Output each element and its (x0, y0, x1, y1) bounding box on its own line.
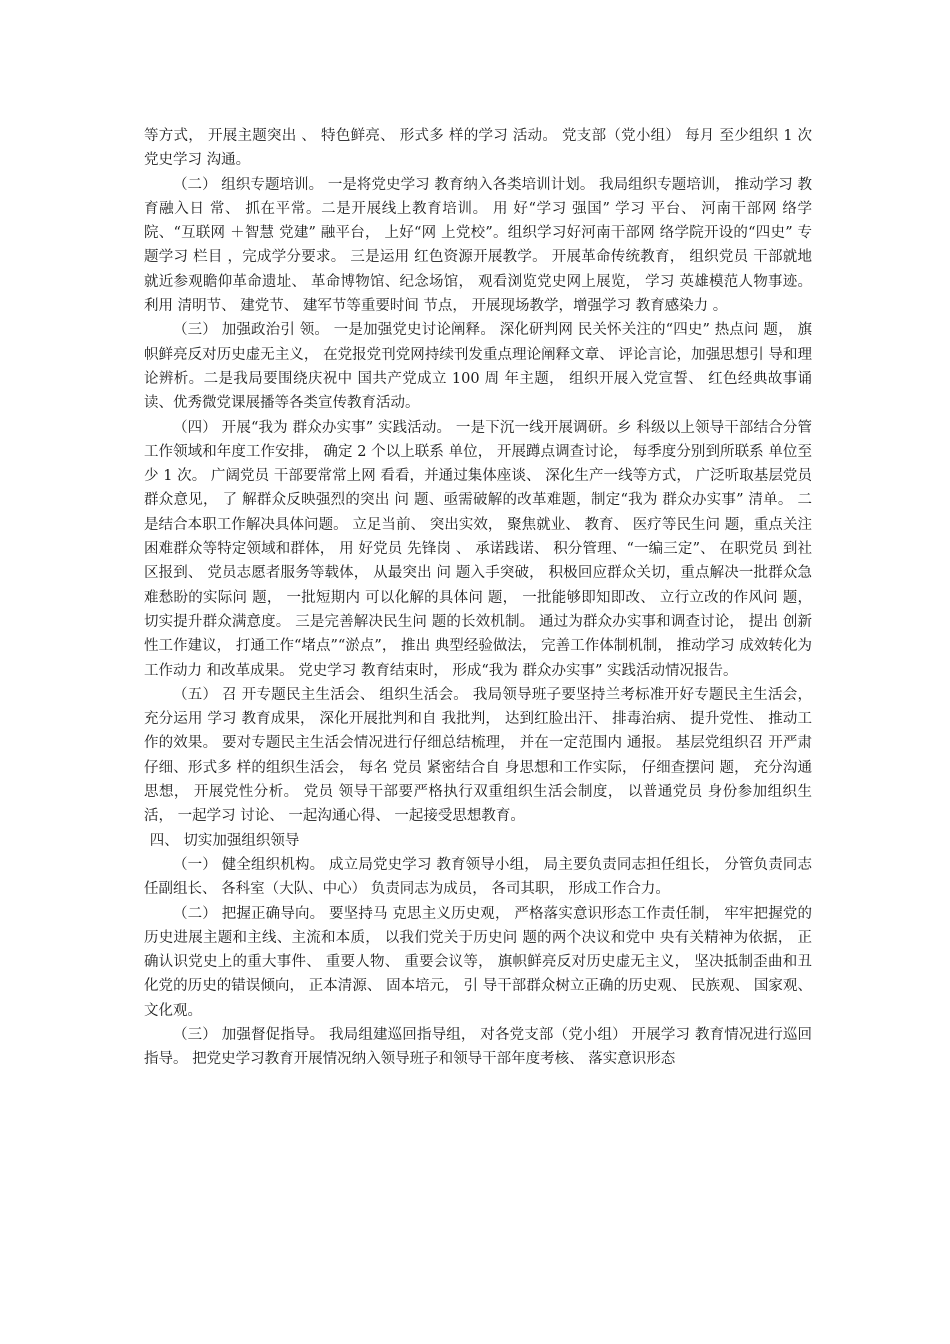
paragraph-practice-activity: （四） 开展“我为 群众办实事” 实践活动。 一是下沉一线开展调研。乡 科级以上领导干部结合分管工作领域和年度工作安排， 确定 2 个以上联系 单位， 开展蹲点调查讨论， 每季度分别到所联系 单位至少 1 次。 广阔党员 干部要常常上网 看看，并通过集体座谈、 深化生产一线等方式， 广泛听取基层党员 群众意见， 了 解群众反映强烈的突出 问 题、亟需破解的改革难题，制定“我为 群众办实事” 清单。 二是结合本职工作解决具体问题。 立足当前、 突出实效， 聚焦就业、 教育、 医疗等民生问 题，重点关注困难群众等特定领域和群体， 用 好党员 先锋岗 、 承诺践诺、 积分管理、“一编三定”、 在职党员 到社区报到、 党员志愿者服务等载体， 从最突出 问 题入手突破， 积极回应群众关切，重点解决一批群众急难愁盼的实际问 题， 一批短期内 可以化解的具体问 题， 一批能够即知即改、 立行立改的作风问 题， 切实提升群众满意度。 三是完善解决民生问 题的长效机制。 通过为群众办实事和调查讨论， 提出 创新性工作建议， 打通工作“堵点”“淤点”， 推出 典型经验做法， 完善工作体制机制， 推动学习 成效转化为工作动力 和改革成果。 党史学习 教育结束时， 形成“我为 群众办实事” 实践活动情况报告。 (144, 419, 812, 679)
paragraph-political-guidance: （三） 加强政治引 领。 一是加强党史讨论阐释。 深化研判网 民关怀关注的“四史” 热点问 题， 旗帜鲜亮反对历史虚无主义， 在党报党刊党网持续刊发重点理论阐释文章、 评论言论，加强思想引 导和理论辨析。二是我局要围绕庆祝中 国共产党成立 100 周 年主题， 组织开展入党宣誓、 红色经典故事诵读、优秀微党课展播等各类宣传教育活动。 (144, 322, 812, 412)
paragraph-correct-orientation: （二） 把握正确导向。 要坚持马 克思主义历史观， 严格落实意识形态工作责任制， 牢牢把握党的历史进展主题和主线、主流和本质， 以我们党关于历史问 题的两个决议和党中 央有关精神为依据， 正确认识党史上的重大事件、 重要人物、 重要会议等， 旗帜鲜亮反对历史虚无主义， 坚决抵制歪曲和丑化党的历史的错误倾向， 正本清源、 固本培元， 引 导干部群众树立正确的历史观、 民族观、 国家观、 文化观。 (144, 905, 812, 1019)
paragraph-continuation: 等方式， 开展主题突出 、 特色鲜亮、 形式多 样的学习 活动。 党支部（党小组） 每月 至少组织 1 次党史学习 沟通。 (144, 128, 812, 169)
paragraph-life-meeting: （五） 召 开专题民主生活会、 组织生活会。 我局领导班子要坚持兰考标准开好专题民主生活会， 充分运用 学习 教育成果， 深化开展批判和自 我批判， 达到红脸出汗、 排毒治病、 提升党性、 推动工作的效果。 要对专题民主生活会情况进行仔细总结梳理， 并在一定范围内 通报。 基层党组织召 开严肃仔细、形式多 样的组织生活会， 每名 党员 紧密结合自 身思想和工作实际， 仔细查摆问 题， 充分沟通思想， 开展党性分析。 党员 领导干部要严格执行双重组织生活会制度， 以普通党员 身份参加组织生活， 一起学习 讨论、 一起沟通心得、 一起接受思想教育。 (144, 686, 812, 825)
document-body (144, 124, 812, 1072)
paragraph-organization-structure: （一） 健全组织机构。 成立局党史学习 教育领导小组， 局主要负责同志担任组长， 分管负责同志任副组长、 各科室（大队、中心） 负责同志为成员， 各司其职， 形成工作合力。 (144, 856, 812, 898)
paragraph-supervision: （三） 加强督促指导。 我局组建巡回指导组， 对各党支部（党小组） 开展学习 教育情况进行巡回指导。 把党史学习教育开展情况纳入领导班子和领导干部年度考核、 落实意识形态 (144, 1026, 812, 1068)
paragraph-special-training: （二） 组织专题培训。 一是将党史学习 教育纳入各类培训计划。 我局组织专题培训， 推动学习 教育融入日 常、 抓在平常。二是开展线上教育培训。 用 好“学习 强国” 学习 平台、 河南干部网 络学院、“互联网 ＋智慧 党建” 融平台， 上好“网 上党校”。组织学习好河南干部网 络学院开设的“四史” 专题学习 栏目 ，完成学分要求。 三是运用 红色资源开展教学。 开展革命传统教育， 组织党员 干部就地就近参观瞻仰革命遗址、 革命博物馆、纪念场馆， 观看浏览党史网上展览， 学习 英雄模范人物事迹。利用 清明节、 建党节、 建军节等重要时间 节点， 开展现场教学，增强学习 教育感染力 。 (144, 176, 812, 315)
section-heading-organization: 四、 切实加强组织领导 (149, 832, 300, 849)
